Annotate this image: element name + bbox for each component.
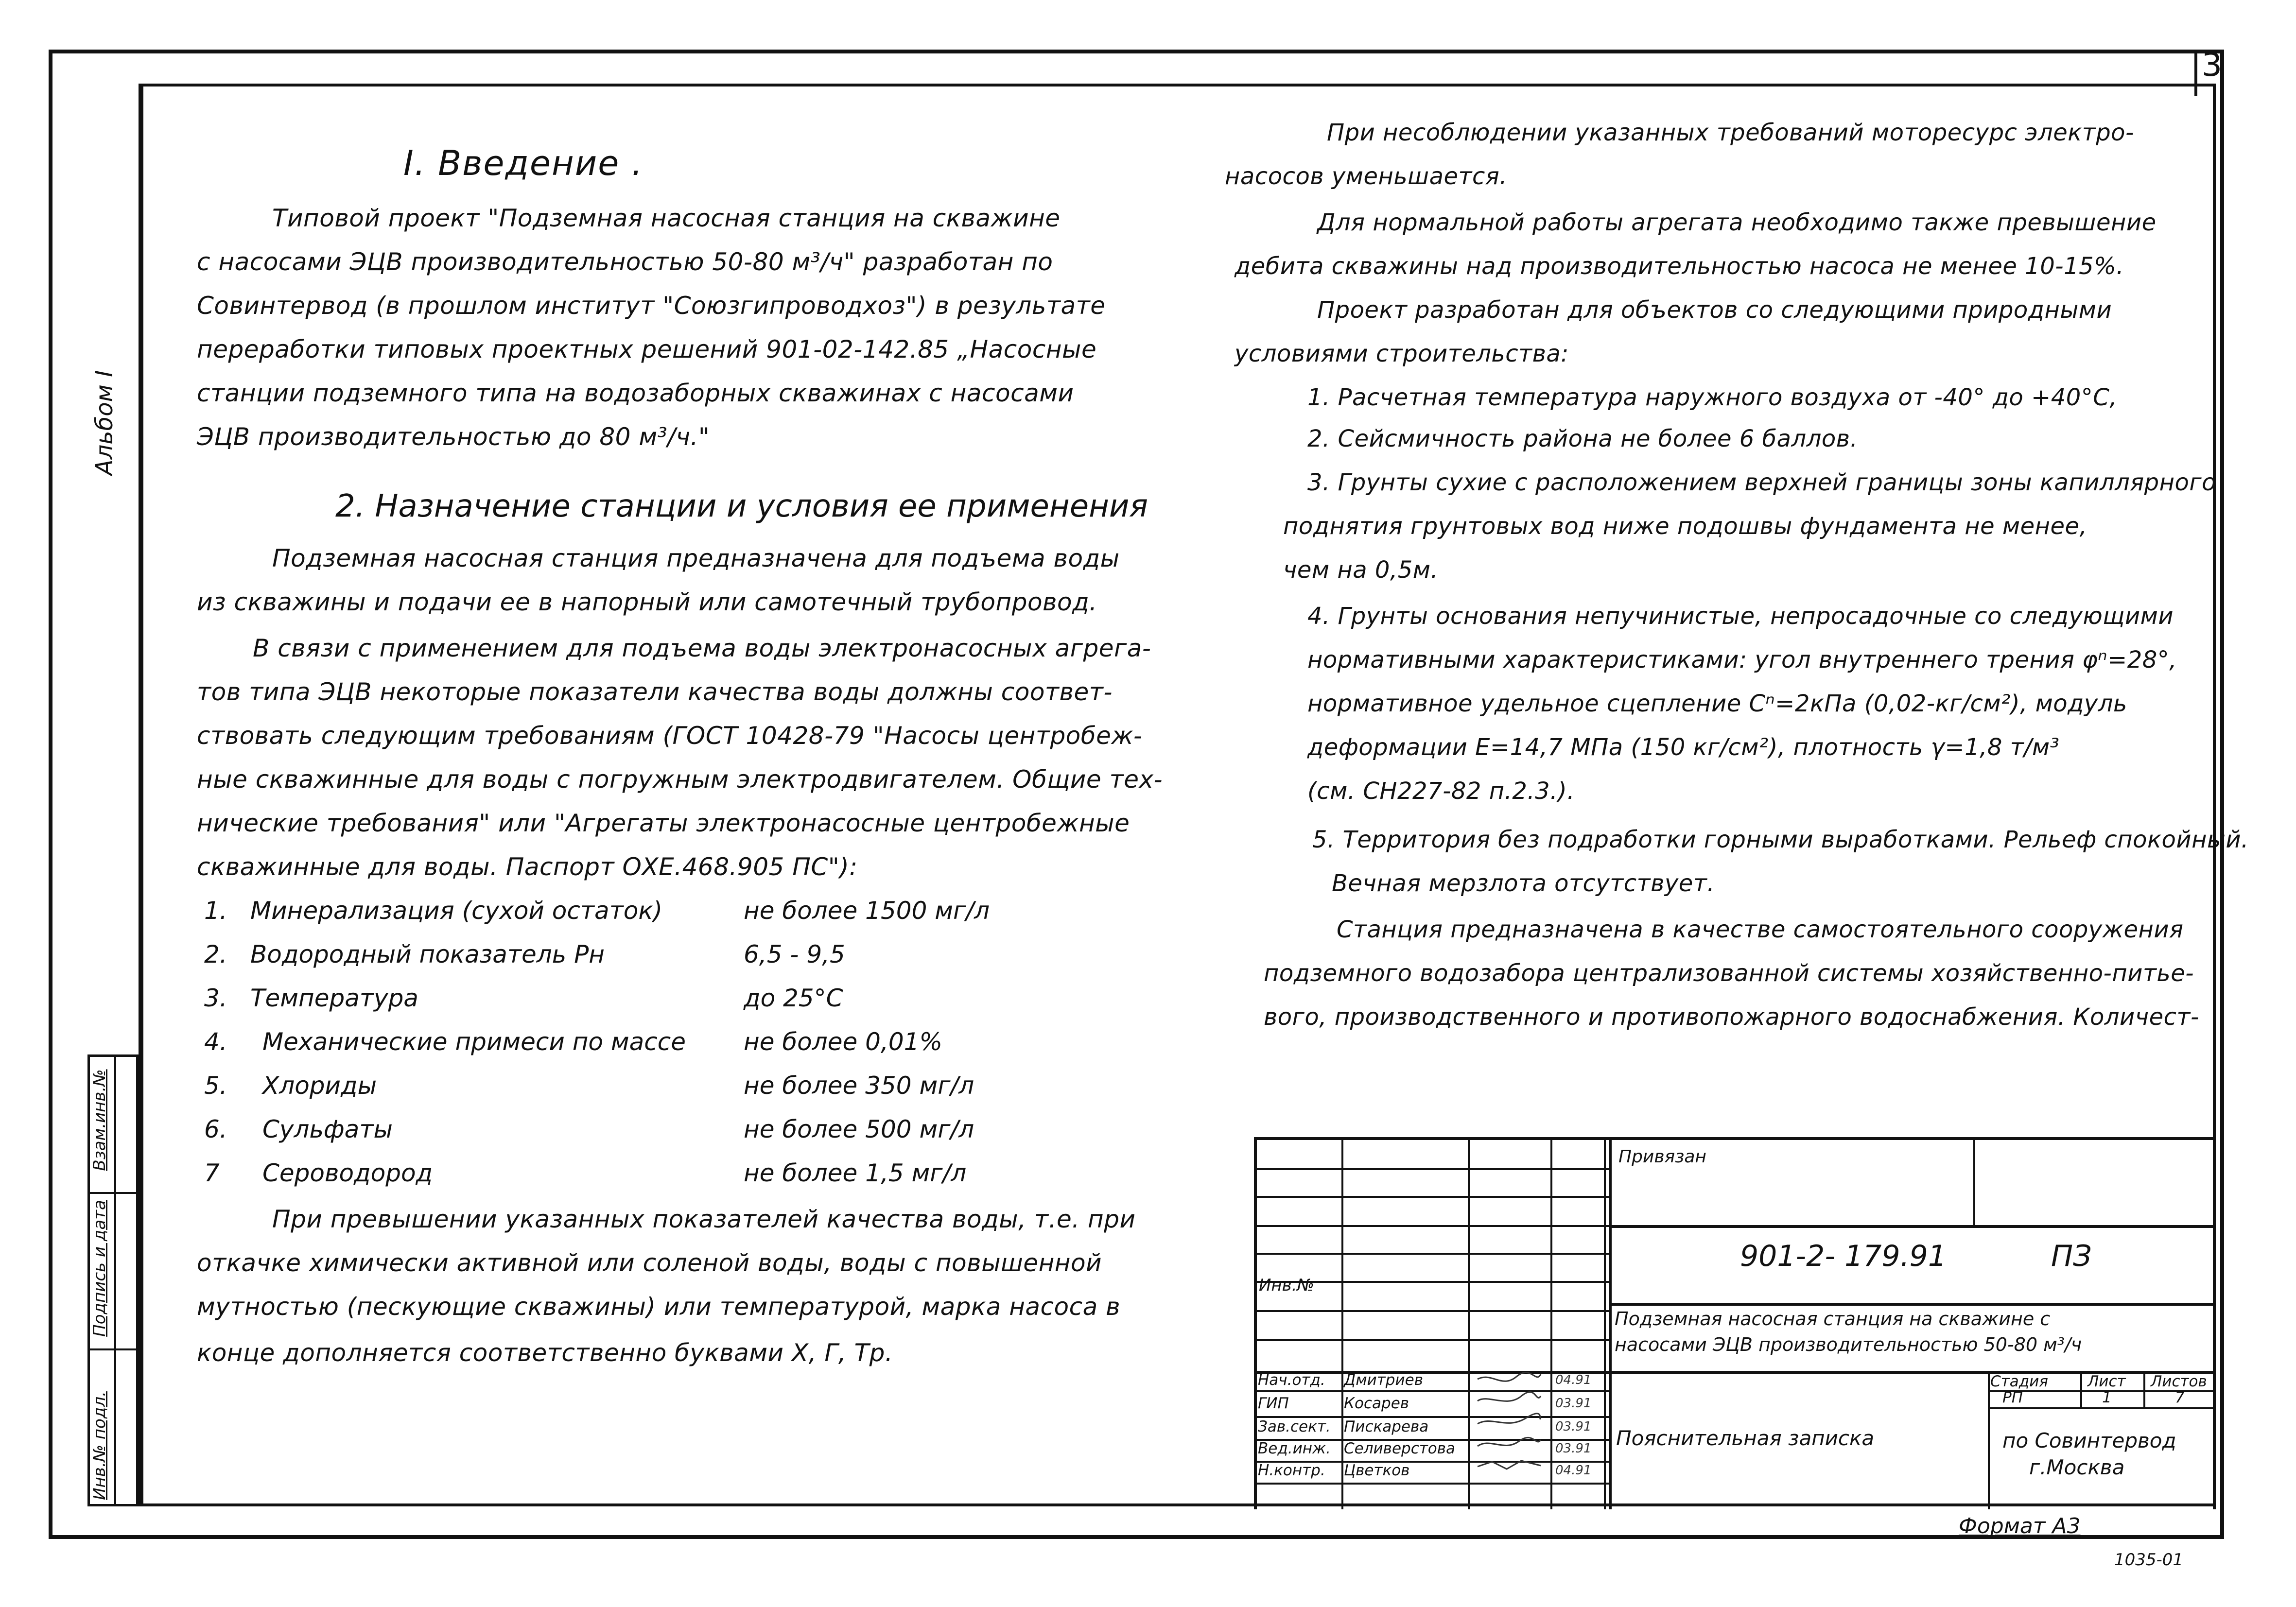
tb-sheet-header: Лист [2087,1373,2126,1390]
tb-project-name-1: Подземная насосная станция на скважине с [1615,1308,2051,1330]
sign-name: Пискарева [1344,1418,1429,1435]
right-line: нормативными характеристиками: угол внутреннего трения φⁿ=28°, [1307,646,2177,674]
side-label-signature-date: Подпись и дата [90,1200,109,1337]
right-line: вого, производственного и противопожарного водоснабжения. Количест- [1264,1003,2199,1031]
tb-privyazan: Привязан [1618,1147,1706,1167]
req-value: 6,5 - 9,5 [744,940,845,968]
sign-role: Вед.инж. [1258,1440,1331,1457]
section2-line: ные скважинные для воды с погружным электродвигателем. Общие тех- [197,765,1163,794]
sign-name: Косарев [1344,1395,1409,1412]
tb-sheets: 7 [2175,1389,2185,1406]
section1-line: Типовой проект "Подземная насосная станция на скважине [272,204,1061,232]
req-num: 4. [204,1028,227,1056]
right-line: 4. Грунты основания непучинистые, непросадочные со следующими [1307,603,2174,630]
section1-line: ЭЦВ производительностью до 80 м³/ч." [197,423,710,451]
closing-line: мутностью (пескующие скважины) или температурой, марка насоса в [197,1293,1121,1321]
req-num: 7 [204,1159,220,1187]
footer-number: 1035-01 [2114,1550,2184,1570]
req-name: Минерализация (сухой остаток) [250,897,663,925]
section2-line: В связи с применением для подъема воды электронасосных агрега- [253,634,1151,662]
right-line: 5. Территория без подработки горными выработками. Рельеф спокойный. [1312,826,2249,853]
sign-date: 03.91 [1555,1396,1592,1411]
req-name: Механические примеси по массе [262,1028,686,1056]
sign-name: Цветков [1344,1462,1410,1479]
req-value: не более 1500 мг/л [744,897,990,925]
tb-sheet: 1 [2102,1389,2112,1406]
tb-organization-1: по Совинтервод [2002,1429,2176,1452]
req-value: не более 1,5 мг/л [744,1159,967,1187]
right-line: (см. СН227-82 п.2.3.). [1307,778,1575,805]
sign-role: ГИП [1258,1395,1289,1412]
tb-sheets-header: Листов [2151,1373,2207,1390]
tb-project-name-2: насосами ЭЦВ производительностью 50-80 м³/ч [1615,1334,2082,1355]
sign-name: Дмитриев [1344,1371,1423,1389]
sign-date: 04.91 [1555,1463,1592,1478]
tb-doc-code: ПЗ [2051,1239,2092,1273]
right-line: 2. Сейсмичность района не более 6 баллов. [1307,425,1858,452]
section2-line: Подземная насосная станция предназначена для подъема воды [272,544,1120,572]
section1-line: переработки типовых проектных решений 901-02-142.85 „Насосные [197,335,1097,363]
section1-line: станции подземного типа на водозаборных скважинах с насосами [197,379,1074,407]
sign-role: Зав.сект. [1258,1418,1331,1435]
right-line: При несоблюдении указанных требований моторесурс электро- [1327,119,2134,146]
right-line: Проект разработан для объектов со следующими природными [1317,296,2112,324]
right-line: Вечная мерзлота отсутствует. [1332,870,1715,897]
section2-title: 2. Назначение станции и условия ее применения [335,488,1148,524]
section2-line: ствовать следующим требованиям (ГОСТ 10428-79 "Насосы центробеж- [197,722,1143,750]
right-line: нормативное удельное сцепление Сⁿ=2кПа (0,02-кг/см²), модуль [1307,690,2127,717]
req-name: Сероводород [262,1159,433,1187]
album-label: Альбом I [91,370,118,476]
req-name: Температура [250,984,418,1012]
sign-name: Селиверстова [1344,1440,1456,1457]
req-value: не более 500 мг/л [744,1115,974,1143]
req-num: 1. [204,897,227,925]
section2-line: нические требования" или "Агрегаты электронасосные центробежные [197,809,1130,837]
req-value: не более 350 мг/л [744,1071,974,1100]
req-value: до 25°С [744,984,843,1012]
right-line: поднятия грунтовых вод ниже подошвы фундамента не менее, [1283,513,2087,540]
tb-stage-header: Стадия [1990,1373,2048,1390]
req-name: Водородный показатель Рн [250,940,605,968]
side-label-vzam-inv: Взам.инв.№ [90,1069,109,1171]
closing-line: При превышении указанных показателей качества воды, т.е. при [272,1205,1136,1233]
tb-document-title: Пояснительная записка [1616,1426,1875,1450]
sign-role: Нач.отд. [1258,1371,1325,1389]
right-line: деформации Е=14,7 МПа (150 кг/см²), плотность γ=1,8 т/м³ [1307,734,2060,761]
side-label-inv-podl: Инв.№ подл. [90,1391,109,1500]
right-line: Для нормальной работы агрегата необходимо также превышение [1317,209,2157,236]
section2-line: скважинные для воды. Паспорт ОХЕ.468.905 ПС"): [197,853,858,881]
sign-date: 03.91 [1555,1441,1592,1456]
section2-line: тов типа ЭЦВ некоторые показатели качества воды должны соответ- [197,678,1113,706]
req-name: Хлориды [262,1071,377,1100]
req-name: Сульфаты [262,1115,393,1143]
tb-designation: 901-2- 179.91 [1740,1239,1947,1273]
section1-line: Совинтервод (в прошлом институт "Союзгипроводхоз") в результате [197,292,1106,320]
req-num: 5. [204,1071,227,1100]
right-line: 1. Расчетная температура наружного воздуха от -40° до +40°С, [1307,384,2118,411]
section2-line: из скважины и подачи ее в напорный или самотечный трубопровод. [197,588,1097,616]
sign-date: 03.91 [1555,1419,1592,1434]
sign-role: Н.контр. [1258,1462,1325,1479]
right-line: подземного водозабора централизованной системы хозяйственно-питье- [1264,960,2194,987]
right-line: дебита скважины над производительностью насоса не менее 10-15%. [1235,253,2124,280]
req-num: 3. [204,984,227,1012]
right-line: 3. Грунты сухие с расположением верхней границы зоны капиллярного [1307,469,2216,496]
right-line: чем на 0,5м. [1283,556,1439,584]
closing-line: откачке химически активной или соленой воды, воды с повышенной [197,1249,1102,1277]
signature-scribbles [1473,1369,1546,1496]
req-num: 6. [204,1115,227,1143]
section1-line: с насосами ЭЦВ производительностью 50-80 м³/ч" разработан по [197,248,1053,276]
closing-line: конце дополняется соответственно буквами Х, Г, Тр. [197,1339,893,1367]
req-value: не более 0,01% [744,1028,942,1056]
format-label: Формат А3 [1959,1514,2081,1538]
right-line: условиями строительства: [1235,340,1569,367]
tb-organization-2: г.Москва [2029,1455,2125,1479]
tb-inv-no: Инв.№ [1259,1276,1314,1295]
sheet-number: 3 [2202,46,2222,84]
sign-date: 04.91 [1555,1373,1592,1387]
tb-stage: РП [2002,1389,2023,1406]
req-num: 2. [204,940,227,968]
section1-title: I. Введение . [403,143,644,183]
right-line: насосов уменьшается. [1225,163,1508,190]
right-line: Станция предназначена в качестве самостоятельного сооружения [1337,916,2184,943]
